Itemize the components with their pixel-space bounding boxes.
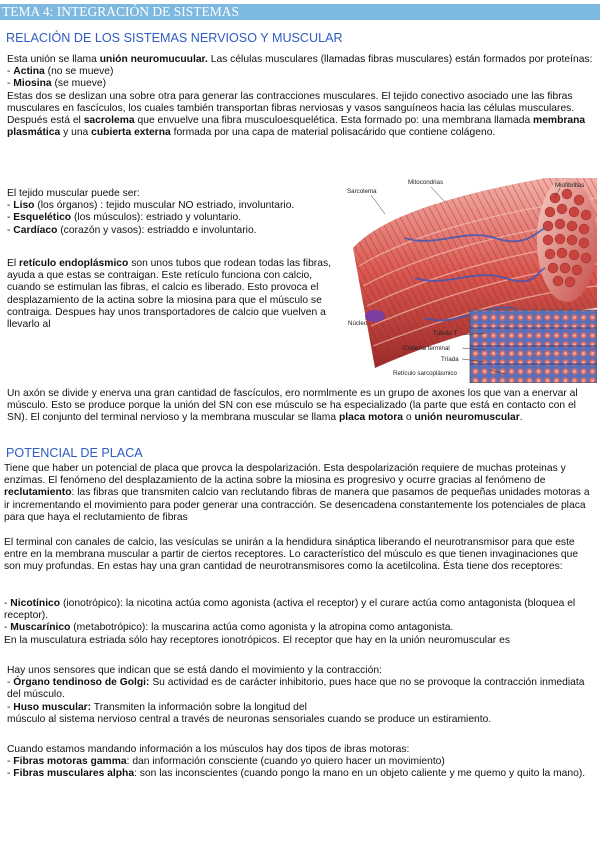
label-sarcolema: Sarcolema [347, 188, 377, 195]
list-item-liso: - Liso (los órganos) : tejido muscular NO estriado, involuntario. [7, 200, 295, 212]
label-mitocondrias: Mitocondrias [408, 179, 444, 186]
tejido-intro: El tejido muscular puede ser: [7, 188, 140, 199]
paragraph-terminal: El terminal con canales de calcio, las vesículas se unirán a la hendidura sináptica liberando el neurotransmisor para que este entre en la membrana muscular a partir de ciertos receptores. Lo característico del músculo es que tienen invaginaciones que son muy profundas. En estas hay una gran cantidad de neurotransmisores como la acetilcolina. Ésta tiene dos receptores: [4, 537, 579, 573]
fibras-intro: Cuando estamos mandando información a los músculos hay dos tipos de ibras motoras: [7, 744, 410, 755]
muscle-fiber-illustration [345, 178, 597, 383]
label-nucleo: Núcleo [348, 320, 368, 327]
sensores-intro: Hay unos sensores que indican que se está dando el movimiento y la contracción: [7, 665, 382, 676]
label-reticulo-sarcoplasmico: Retículo sarcoplásmico [393, 370, 457, 377]
label-cisterna: Cisterna terminal [403, 345, 450, 352]
tejido-block [7, 188, 345, 237]
intro-paragraph: Esta unión se llama unión neuromucuular. Las células musculares (llamadas fibras musculares) están formados por proteínas: [7, 54, 593, 65]
label-tubulo: Túbulo T [433, 330, 458, 337]
reticulo-block [7, 258, 337, 331]
fibras-block [7, 744, 595, 781]
label-miofibrillas: Miofibrillas [555, 182, 585, 189]
list-item-huso: - Huso muscular: Transmiten la información sobre la longitud del [7, 701, 307, 713]
terminal-block [4, 537, 596, 574]
nucleus-shape [365, 310, 385, 322]
list-item-nicotinico: - Nicotínico (ionotrópico): la nicotina actúa como agonista (activa el receptor) y el curare actúa como antagonista (bloquea el receptor). [4, 598, 576, 622]
list-item-actina: - Actina (no se mueve) [7, 66, 114, 78]
paragraph-tejido-conectivo: Estas dos se deslizan una sobre otra para generar las contracciones musculares. El tejido conectivo asociado une las fibras musculares en fascículos, los cuales también transportan fibras nerviosas y vasos sanguíneos hacia las células musculares. Después está el sacrolema que envuelve una fibra musculoesquelética. Esta formado po: una membrana llamada membrana plasmática y una cubierta externa formada por una capa de material polisacárido que contiene colágeno. [7, 90, 586, 139]
receptores-block [4, 598, 596, 647]
paragraph-reclutamiento: Tiene que haber un potencial de placa que provca la despolarización. Esta despolarización requiere de muchas proteinas y enzimas. El fenómeno del desplazamiento de la actina sobre la miosina es progresivo y ocurre gracias al fenómeno de reclutamiento: las fibras que transmiten calcio van reclutando fibras de manera que pasamos de pequeñas unidades motoras a ir incrementando el movimiento para poder generar una contracción. Se desencadena constantemente los potenciales de placa para que haya el reclutamiento de fibras [4, 463, 590, 523]
list-item-alpha: - Fibras musculares alpha: son las inconscientes (cuando pongo la mano en un objeto caliente y me quemo y quito la mano). [7, 768, 586, 780]
section-heading-relacion: RELACIÓN DE LOS SISTEMAS NERVIOSO Y MUSCULAR [6, 31, 343, 45]
list-item-golgi: - Órgano tendinoso de Golgi: Su actividad es de carácter inhibitorio, pues hace que no se provoque la contracción inmediata del músculo. [7, 677, 585, 701]
list-item-gamma: - Fibras motoras gamma: dan información consciente (cuando yo quiero hacer un movimiento) [7, 756, 445, 768]
list-item-muscarinico: - Muscarínico (metabotrópico): la muscarina actúa como agonista y la atropina como antagonista. [4, 622, 454, 634]
list-item-esqueletico: - Esquelético (los músculos): estriado y voluntario. [7, 212, 242, 224]
paragraph-axon: Un axón se divide y enerva una gran cantidad de fascículos, ero normlmente es un grupo de axones los que van a enervar al músculo. Esto se produce porque la unión del SN con ese músculo se ha especializado (la parte que está en contacto con el SN). El conjunto del terminal nervioso y la membrana muscular se llama placa motora o unión neuromuscular. [7, 388, 578, 424]
sensores-block [7, 665, 595, 726]
list-item-cardiaco: - Cardíaco (corazón y vasos): estriaddo e involuntario. [7, 224, 257, 236]
huso-continuation: músculo al sistema nervioso central a través de neuronas sensoriales cuando se produce un estiramiento. [7, 713, 492, 725]
paragraph-reticulo: El retículo endoplásmico son unos tubos que rodean todas las fibras, ayuda a que estas se contraigan. Este retículo funciona con calcio, cuando se estimulan las fibras, el calcio es liberado. Esto provoca el desplazamiento de la actina sobre la miosina para que el músculo se contraiga. Despues hay unos transportadores de calcio que vuelven a llevarlo al [7, 258, 331, 331]
intro-block [7, 54, 595, 139]
axon-block [7, 388, 595, 425]
potencial-block [4, 463, 596, 524]
paragraph-estriada: En la musculatura estriada sólo hay receptores ionotrópicos. El receptor que hay en la unión neuromuscular es [4, 634, 510, 646]
page-title: TEMA 4: INTEGRACIÓN DE SISTEMAS [0, 4, 600, 20]
inset-detail [470, 310, 597, 383]
list-item-miosina: - Miosina (se mueve) [7, 78, 107, 90]
label-triada: Tríada [441, 356, 459, 363]
muscle-fiber-svg [345, 178, 597, 383]
section-heading-potencial: POTENCIAL DE PLACA [6, 446, 143, 460]
